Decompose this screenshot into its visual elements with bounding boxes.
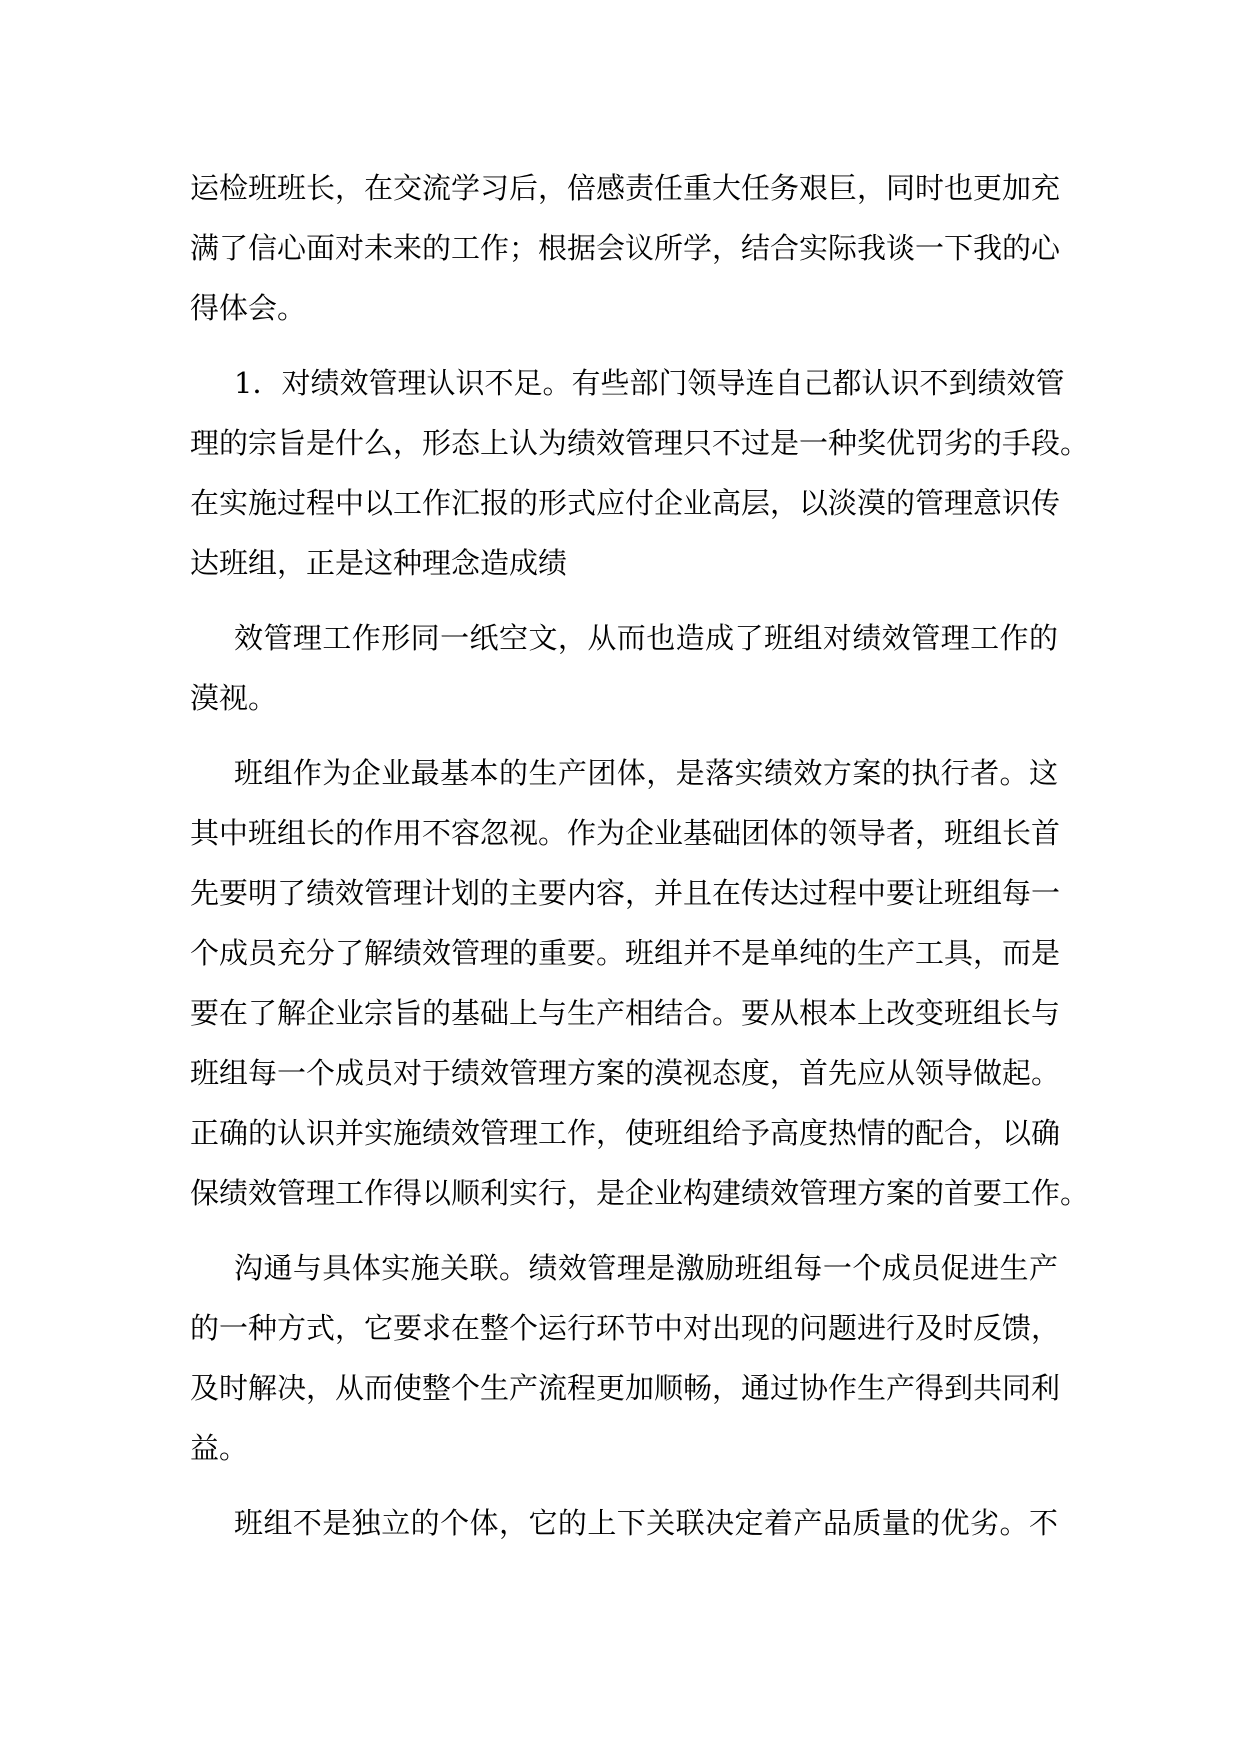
text-line: 班组作为企业最基本的生产团体，是落实绩效方案的执行者。这 <box>234 756 1058 790</box>
text-line: 漠视。 <box>190 681 278 715</box>
document-body <box>190 158 1090 1553</box>
text-line: 要在了解企业宗旨的基础上与生产相结合。要从根本上改变班组长与 <box>190 996 1061 1030</box>
text-line: 班组不是独立的个体，它的上下关联决定着产品质量的优劣。不 <box>234 1506 1058 1540</box>
text-line: 效管理工作形同一纸空文，从而也造成了班组对绩效管理工作的 <box>234 621 1058 655</box>
text-line: 的一种方式，它要求在整个运行环节中对出现的问题进行及时反馈， <box>190 1311 1061 1345</box>
text-line: 先要明了绩效管理计划的主要内容，并且在传达过程中要让班组每一 <box>190 876 1061 910</box>
paragraph-gap <box>190 338 1058 353</box>
paragraph <box>190 743 1090 1223</box>
paragraph-gap <box>190 1223 1058 1238</box>
text-line: 班组每一个成员对于绩效管理方案的漠视态度，首先应从领导做起。 <box>190 1056 1061 1090</box>
text-line: 在实施过程中以工作汇报的形式应付企业高层，以淡漠的管理意识传 <box>190 486 1061 520</box>
paragraph <box>190 1238 1061 1478</box>
paragraph <box>190 158 1061 338</box>
paragraph-gap <box>190 593 1058 608</box>
text-line: 及时解决，从而使整个生产流程更加顺畅，通过协作生产得到共同利 <box>190 1371 1061 1405</box>
text-line: 理的宗旨是什么，形态上认为绩效管理只不过是一种奖优罚劣的手段。 <box>190 426 1090 460</box>
text-line: 益。 <box>190 1431 249 1465</box>
text-line: 其中班组长的作用不容忽视。作为企业基础团体的领导者，班组长首 <box>190 816 1061 850</box>
text-line: 保绩效管理工作得以顺利实行，是企业构建绩效管理方案的首要工作。 <box>190 1176 1090 1210</box>
paragraph <box>190 353 1090 593</box>
text-line: 满了信心面对未来的工作；根据会议所学，结合实际我谈一下我的心 <box>190 231 1061 265</box>
text-line: 个成员充分了解绩效管理的重要。班组并不是单纯的生产工具，而是 <box>190 936 1061 970</box>
paragraph-gap <box>190 728 1058 743</box>
paragraph-gap <box>190 1478 1058 1493</box>
text-line: 正确的认识并实施绩效管理工作，使班组给予高度热情的配合，以确 <box>190 1116 1061 1150</box>
text-line: 达班组，正是这种理念造成绩 <box>190 546 568 580</box>
paragraph <box>190 608 1058 728</box>
text-line: 运检班班长，在交流学习后，倍感责任重大任务艰巨，同时也更加充 <box>190 171 1061 205</box>
paragraph <box>190 1493 1058 1553</box>
text-line: 得体会。 <box>190 291 307 325</box>
text-line: 1．对绩效管理认识不足。有些部门领导连自己都认识不到绩效管 <box>234 366 1065 400</box>
text-line: 沟通与具体实施关联。绩效管理是激励班组每一个成员促进生产 <box>234 1251 1058 1285</box>
